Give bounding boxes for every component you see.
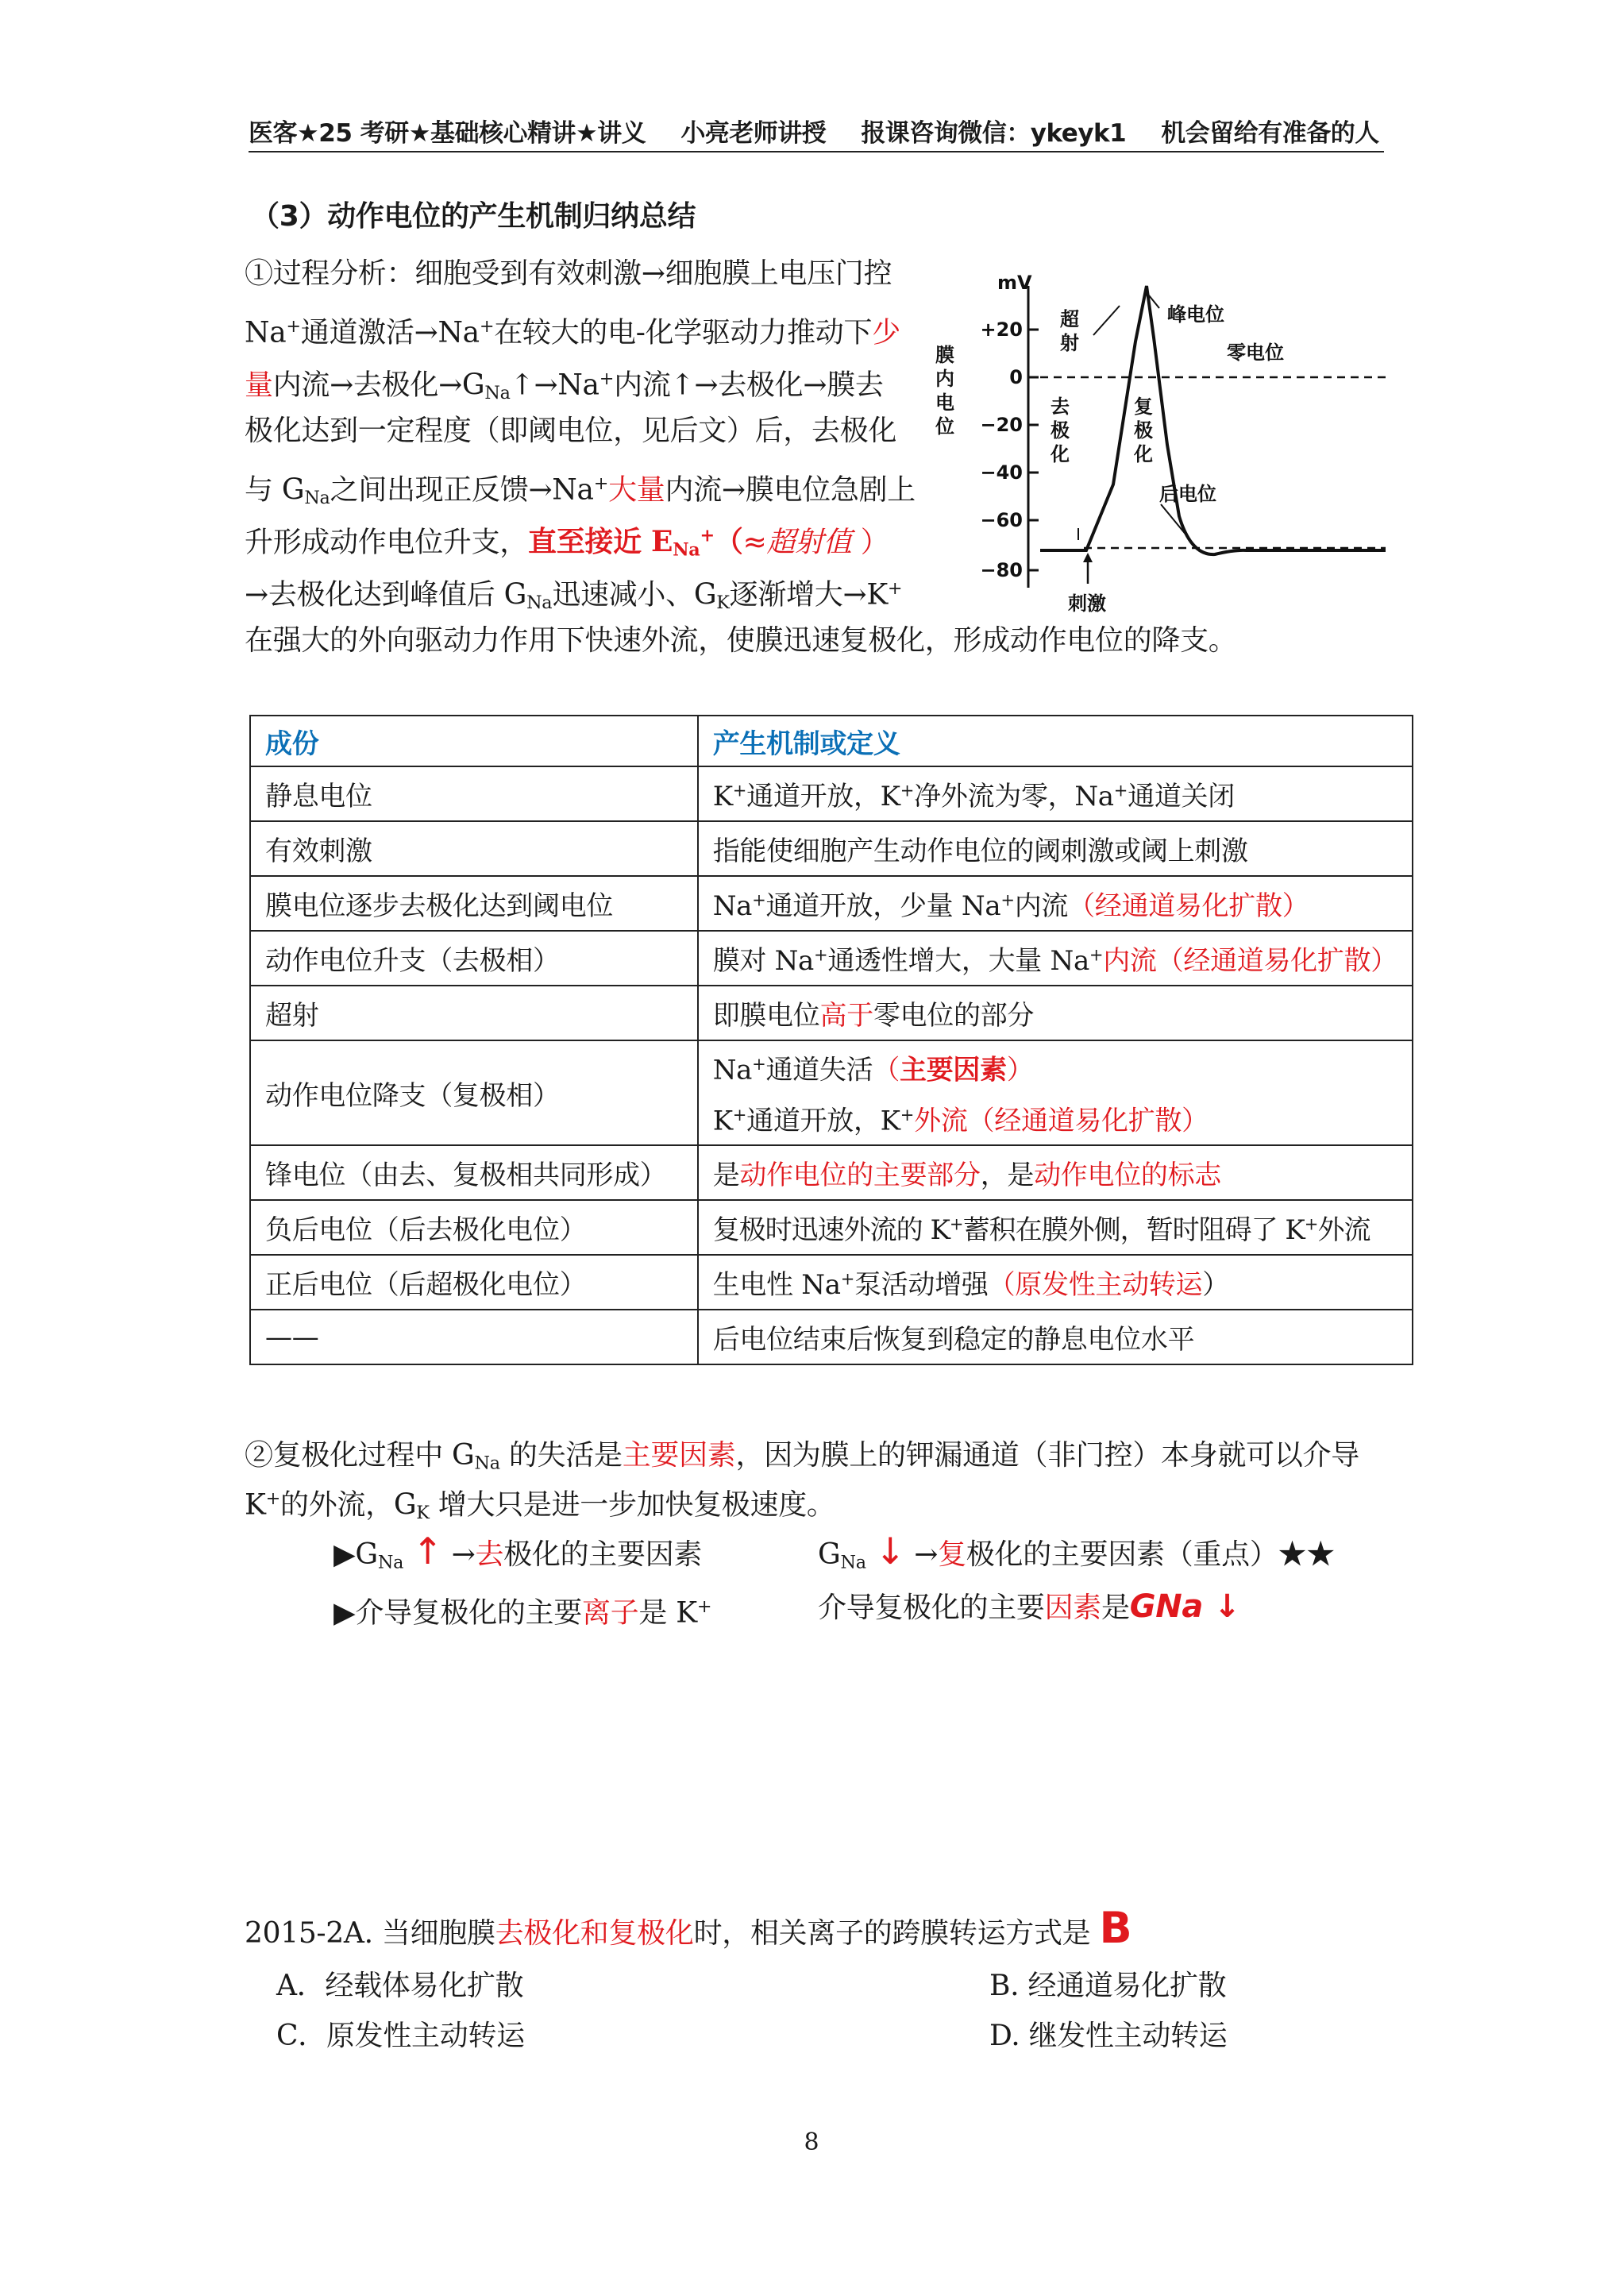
table-cell: K+通道开放，K+净外流为零，Na+通道关闭 (698, 766, 1413, 821)
note2-line-1: ②复极化过程中 $G_{Na}$ 的失活是主要因素，因为膜上的钾漏通道（非门控）本身就可以介导 (245, 1439, 1359, 1474)
table-cell: 静息电位 (250, 766, 698, 821)
table-cell: 正后电位（后超极化电位） (250, 1255, 698, 1310)
table-cell: 即膜电位高于零电位的部分 (698, 986, 1413, 1040)
table-row (250, 766, 1413, 821)
section-title: （3）动作电位的产生机制归纳总结 (251, 200, 696, 233)
table-cell: Na+通道失活（主要因素） K+通道开放，K+外流（经通道易化扩散） (698, 1040, 1413, 1145)
table-row (250, 1310, 1413, 1364)
table-cell: 动作电位降支（复极相） (250, 1040, 698, 1145)
ap-curve (1040, 286, 1386, 554)
table-row (250, 876, 1413, 931)
label-zero: 零电位 (1227, 342, 1284, 364)
table-cell: 膜对 Na+通透性增大，大量 Na+内流（经通道易化扩散） (698, 931, 1413, 986)
svg-text:复: 复 (1134, 396, 1153, 418)
table-cell: 生电性 Na+泵活动增强（原发性主动转运） (698, 1255, 1413, 1310)
svg-text:极: 极 (1134, 419, 1153, 442)
label-stimulus: 刺激 (1068, 592, 1106, 615)
process-line-6: 升形成动作电位升支，直至接近 $E_{Na}^+(\approx$超射值 ） (245, 525, 889, 561)
bullet-1-left: $▶G_{Na}$ ↑ →去极化的主要因素 (333, 1530, 703, 1573)
action-potential-figure (929, 262, 1397, 627)
table-cell: 后电位结束后恢复到稳定的静息电位水平 (698, 1310, 1413, 1364)
y-tick-label: −40 (980, 461, 1023, 484)
label-overshoot-1: 超 (1060, 308, 1079, 330)
svg-text:化: 化 (1051, 443, 1070, 465)
table-cell: 膜电位逐步去极化达到阈电位 (250, 876, 698, 931)
table-cell: 是动作电位的主要部分，是动作电位的标志 (698, 1145, 1413, 1200)
y-tick-label: −60 (980, 509, 1023, 531)
page-header (249, 113, 1384, 149)
table-row (250, 986, 1413, 1040)
header-teacher: 小亮老师讲授 (680, 119, 827, 148)
svg-text:膜: 膜 (935, 344, 954, 366)
table-cell: 指能使细胞产生动作电位的阈刺激或阈上刺激 (698, 821, 1413, 876)
bullet-1-right: $G_{Na}$ ↓ →复极化的主要因素（重点）★★ (818, 1530, 1335, 1573)
table-cell: 复极时迅速外流的 K+蓄积在膜外侧，暂时阻碍了 K+外流 (698, 1200, 1413, 1255)
handwritten-gna: GNa ↓ (1129, 1588, 1240, 1625)
table-cell: 动作电位升支（去极相） (250, 931, 698, 986)
option-a[interactable]: A．经载体易化扩散 (276, 1970, 524, 2002)
table-row (250, 1255, 1413, 1310)
option-c[interactable]: C．原发性主动转运 (276, 2020, 525, 2052)
table-cell: 超射 (250, 986, 698, 1040)
option-d[interactable]: D. 继发性主动转运 (989, 2020, 1228, 2052)
handwritten-answer: B (1099, 1903, 1132, 1953)
mechanism-table (249, 715, 1413, 1365)
note2-line-2: K+的外流，$G_K$ 增大只是进一步加快复极速度。 (245, 1488, 835, 1523)
svg-text:内: 内 (935, 368, 954, 390)
table-cell: Na+通道开放，少量 Na+内流（经通道易化扩散） (698, 876, 1413, 931)
table-row (250, 931, 1413, 986)
table-row (250, 1145, 1413, 1200)
table-cell: 锋电位（由去、复极相共同形成） (250, 1145, 698, 1200)
page-number: 8 (804, 2128, 819, 2156)
option-b[interactable]: B. 经通道易化扩散 (989, 1970, 1227, 2002)
table-cell: 负后电位（后去极化电位） (250, 1200, 698, 1255)
process-line-5: 与 $G_{Na}$之间出现正反馈→Na+大量内流→膜电位急剧上 (245, 473, 916, 508)
table-row (250, 1040, 1413, 1145)
y-tick-label: −80 (980, 559, 1023, 581)
table-row (250, 821, 1413, 876)
bullet-2-right: 介导复极化的主要因素是GNa ↓ (818, 1588, 1240, 1625)
header-slogan: 机会留给有准备的人 (1161, 119, 1379, 148)
svg-text:位: 位 (935, 415, 954, 438)
svg-text:极: 极 (1051, 419, 1070, 442)
process-line-2: Na+通道激活→Na+在较大的电-化学驱动力推动下少 (245, 316, 900, 349)
process-line-8: 在强大的外向驱动力作用下快速外流，使膜迅速复极化，形成动作电位的降支。 (245, 624, 1237, 657)
process-line-4: 极化达到一定程度（即阈电位，见后文）后，去极化 (245, 415, 897, 447)
svg-text:化: 化 (1134, 443, 1153, 465)
question-stem: 2015-2A. 当细胞膜去极化和复极化时，相关离子的跨膜转运方式是 B (245, 1903, 1132, 1953)
table-cell: 有效刺激 (250, 821, 698, 876)
svg-text:去: 去 (1051, 396, 1070, 418)
y-tick-label: +20 (980, 318, 1023, 341)
table-header: 成份 (250, 716, 698, 766)
y-tick-label: 0 (1009, 366, 1023, 388)
y-unit: mV (997, 272, 1032, 294)
y-tick-label: −20 (980, 414, 1023, 436)
process-line-1: ①过程分析：细胞受到有效刺激→细胞膜上电压门控 (245, 257, 892, 290)
bullet-2-left: ▶介导复极化的主要离子是 K+ (333, 1596, 712, 1630)
header-title: 医客★25 考研★基础核心精讲★讲义 (249, 119, 646, 148)
header-contact: 报课咨询微信：ykeyk1 (861, 119, 1127, 148)
process-line-7: →去极化达到峰值后 $G_{Na}$迅速减小、$G_K$逐渐增大→K+ (245, 578, 903, 613)
table-header-row (250, 716, 1413, 766)
y-ticks (1028, 330, 1039, 570)
process-line-3: 量内流→去极化$\to G_{Na}↑\to Na^+$内流↑→去极化→膜去 (245, 369, 884, 403)
label-after: 后电位 (1159, 483, 1216, 505)
label-overshoot-2: 射 (1060, 332, 1079, 354)
svg-text:电: 电 (935, 392, 954, 414)
y-axis-title (935, 344, 954, 438)
table-header: 产生机制或定义 (698, 716, 1413, 766)
table-row (250, 1200, 1413, 1255)
table-cell: —— (250, 1310, 698, 1364)
label-peak: 峰电位 (1167, 303, 1224, 326)
header-rule (249, 151, 1384, 152)
